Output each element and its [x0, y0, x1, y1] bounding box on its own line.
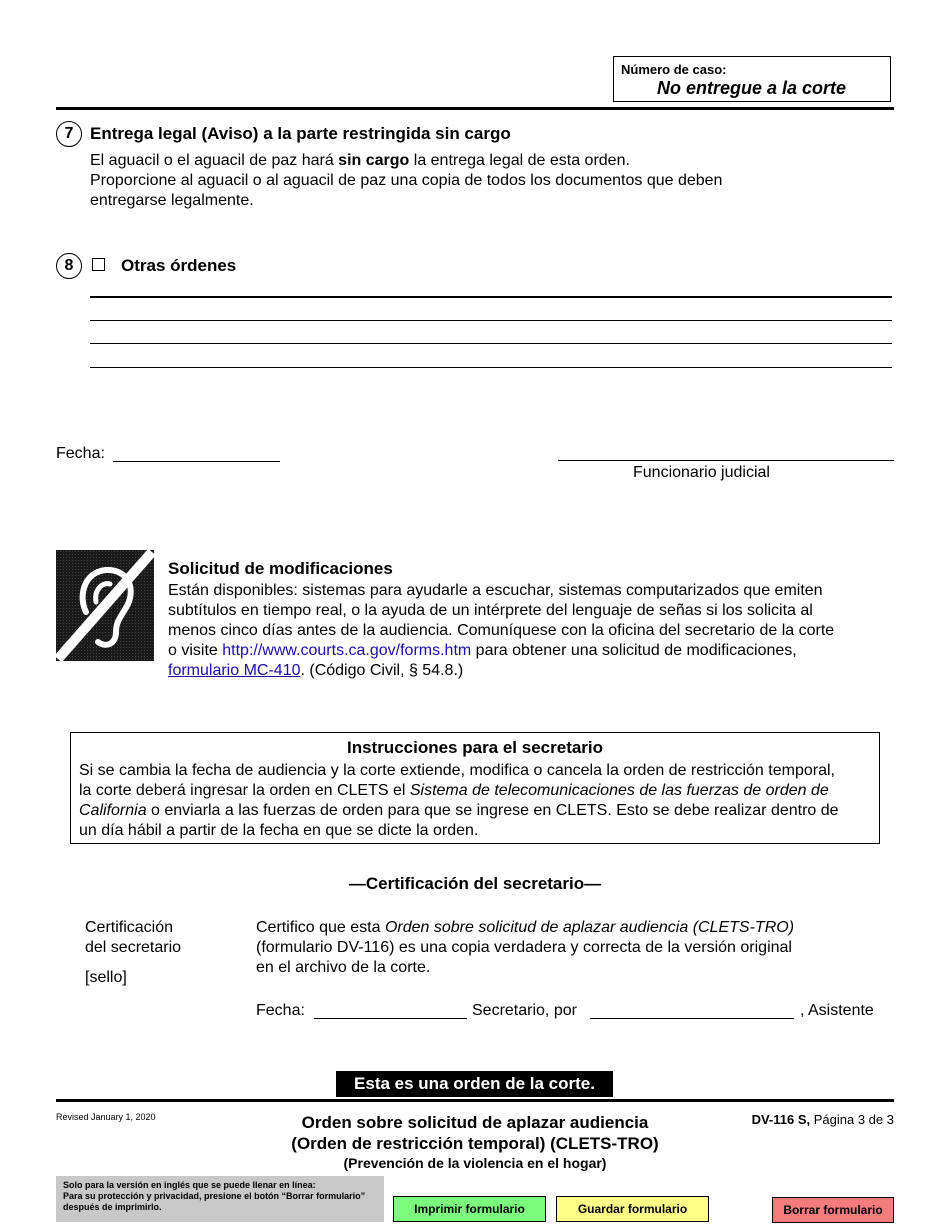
item-8-title: Otras órdenes	[121, 256, 237, 275]
accommodations-body: Están disponibles: sistemas para ayudarle a escuchar, sistemas computarizados que emiten subtítulos en tiempo real, o la ayuda de un intérprete del lenguaje de señas si los solicita al menos cinco días antes de la audiencia. Comuníquese con la oficina del secretario de la corte o visite http://www.courts.ca.gov/forms.htm para obtener una solicitud de modificaciones, formulario MC-410. (Código Civil, § 54.8.)	[168, 582, 835, 679]
certification-date-label: Fecha:	[256, 1002, 305, 1019]
form-mc-410-link[interactable]: formulario MC-410	[168, 662, 301, 679]
form-id: DV-116 S, Página 3 de 3	[751, 1112, 894, 1127]
footer-rule	[56, 1099, 894, 1102]
item-7-body: El aguacil o el aguacil de paz hará sin cargo la entrega legal de esta orden. Proporcione al aguacil o al aguacil de paz una copia de todos los documentos que deben entregarse legalmente.	[90, 152, 723, 209]
certification-text: Certifico que esta Orden sobre solicitud de aplazar audiencia (CLETS-TRO) (formulario DV-116) es una copia verdadera y correcta de la versión original en el archivo de la corte.	[256, 919, 795, 976]
date-field[interactable]	[113, 461, 280, 462]
item-7-number: 7	[56, 121, 82, 147]
revised-date: Revised January 1, 2020	[56, 1112, 156, 1122]
item-7-title: Entrega legal (Aviso) a la parte restringida sin cargo	[90, 124, 511, 143]
other-orders-line-3[interactable]	[90, 343, 892, 344]
court-order-banner: Esta es una orden de la corte.	[336, 1071, 613, 1097]
other-orders-line-2[interactable]	[90, 320, 892, 321]
privacy-note: Solo para la versión en inglés que se puede llenar en línea: Para su protección y privacidad, presione el botón “Borrar formulario” después de imprimirlo.	[56, 1176, 384, 1222]
clerk-instructions-body: Si se cambia la fecha de audiencia y la corte extiende, modifica o cancela la orden de restricción temporal, la corte deberá ingresar la orden en CLETS el Sistema de telecomunicaciones de las fuerzas de orden de California o enviarla a las fuerzas de orden para que se ingrese en CLETS. Esto se debe realizar dentro de un día hábil a partir de la fecha en que se dicte la orden.	[79, 762, 839, 839]
clear-form-button[interactable]: Borrar formulario	[772, 1197, 894, 1223]
header-rule	[56, 107, 894, 110]
case-number-label: Número de caso:	[621, 62, 727, 77]
clerk-certification-heading: —Certificación del secretario—	[348, 874, 602, 893]
certification-label: Certificación del secretario	[85, 919, 182, 956]
save-form-button[interactable]: Guardar formulario	[556, 1196, 709, 1222]
clerk-signature-field[interactable]	[590, 1018, 794, 1019]
other-orders-checkbox[interactable]	[92, 258, 105, 271]
certification-date-field[interactable]	[314, 1018, 467, 1019]
deputy-label: , Asistente	[800, 1002, 874, 1019]
judicial-officer-label: Funcionario judicial	[633, 464, 770, 481]
seal-label: [sello]	[85, 969, 127, 986]
print-form-button[interactable]: Imprimir formulario	[393, 1196, 546, 1222]
case-number-value: No entregue a la corte	[657, 78, 847, 98]
clerk-instructions-box	[70, 732, 880, 844]
form-title: Orden sobre solicitud de aplazar audiencia (Orden de restricción temporal) (CLETS-TRO) (Prevención de la violencia en el hogar)	[291, 1113, 659, 1171]
other-orders-line-1[interactable]	[90, 296, 892, 298]
other-orders-line-4[interactable]	[90, 367, 892, 368]
date-label: Fecha:	[56, 445, 105, 462]
case-number-box	[613, 56, 891, 102]
clerk-by-label: Secretario, por	[472, 1002, 577, 1019]
accommodations-title: Solicitud de modificaciones	[168, 559, 393, 578]
item-8-number: 8	[56, 253, 82, 279]
courts-forms-link[interactable]: http://www.courts.ca.gov/forms.htm	[222, 642, 472, 659]
ear-icon	[56, 550, 154, 661]
judicial-officer-signature-line[interactable]	[558, 460, 894, 461]
clerk-instructions-title: Instrucciones para el secretario	[346, 738, 604, 757]
